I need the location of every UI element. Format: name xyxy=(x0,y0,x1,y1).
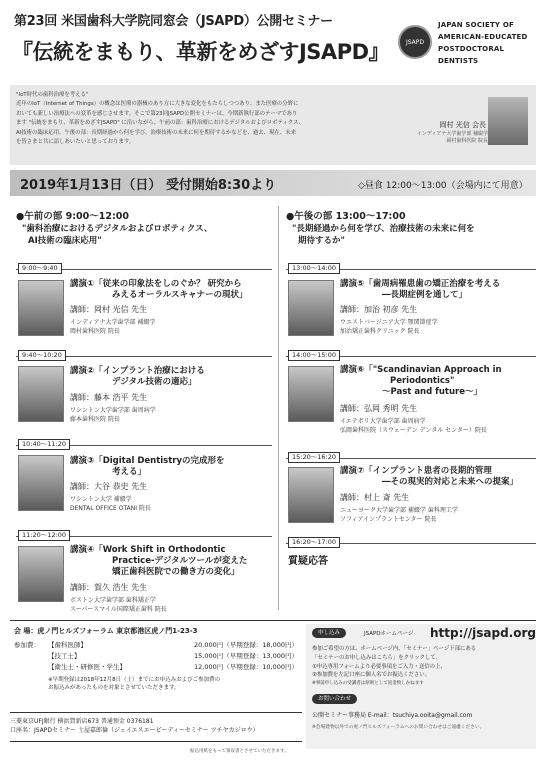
lecture-speaker: 講師：加治 初彦 先生 xyxy=(340,305,418,314)
speaker-photo xyxy=(18,366,64,422)
early-registration-note: ※早期登録は2018年12月8日（土）までにお申込みおよびご参加費の お振込みがあったものを対象とさせていただきます。 xyxy=(48,677,221,691)
speaker-photo xyxy=(288,280,334,336)
speaker-affiliation: ニューヨーク大学歯学部 補綴学 歯科理工学 ソフィアインプラントセンター 院長 xyxy=(340,507,458,523)
speaker-affiliation: ワシントン大学 補綴学 DENTAL OFFICE OTANI 院長 xyxy=(70,496,151,512)
lecture-title: 講演⑦「インプラント患者の長期的管理 ―その現実的対応と未来への提案」 xyxy=(340,466,519,487)
time-badge: 15:20～16:20 xyxy=(288,452,340,463)
speaker-photo xyxy=(288,467,334,523)
lecture-title: 講演⑤「歯周病罹患歯の矯正治療を考える ―長期症例を通して」 xyxy=(340,279,501,300)
afternoon-theme: "長期経過から何を学び、治療技術の未来に何を 期待するか" xyxy=(292,224,475,246)
speaker-photo xyxy=(18,280,64,336)
time-badge: 11:20～12:00 xyxy=(18,530,70,541)
apply-label: JSAPDホームページ xyxy=(364,631,414,637)
speaker-affiliation: インディアナ大学歯学部 補綴学 岡村歯科医院 院長 xyxy=(70,319,156,335)
apply-pill: 申し込み xyxy=(312,628,346,638)
lecture-title: 講演⑥「"Scandinavian Approach in Periodontics" ～Past and future～」 xyxy=(340,365,502,397)
lecture-speaker: 講師：賀久 浩生 先生 xyxy=(70,583,148,592)
qa-title: 質疑応答 xyxy=(288,556,328,567)
lecture-title: 講演③「Digital Dentistryの完成形を 考える」 xyxy=(70,456,225,477)
website-link[interactable]: http://jsapd.org xyxy=(430,626,537,640)
lecture-speaker: 講師：村上 斎 先生 xyxy=(340,493,410,502)
contact-note: ※会場建物以外での虎ノ門ヒルズフォーラムへのお問い合わせはご遠慮ください。 xyxy=(312,725,485,730)
time-badge: 16:20～17:00 xyxy=(288,537,340,548)
speaker-photo xyxy=(18,546,64,602)
lecture-title: 講演④「Work Shift in Orthodontic Practice-デジタルツールが変えた 矯正歯科医院での働き方の変化」 xyxy=(70,545,248,577)
event-date: 2019年1月13日（日） 受付開始8:30より xyxy=(20,178,277,193)
lunch-info: ◇昼食 12:00～13:00（会場内にて用意） xyxy=(358,181,528,191)
morning-theme: "歯科治療におけるデジタルおよびロボティクス、 AI技術の臨床応用" xyxy=(22,224,213,246)
lecture-title: 講演②「インプラント治療における デジタル技術の適応」 xyxy=(70,366,205,387)
lecture-speaker: 講師：弘岡 秀明 先生 xyxy=(340,404,418,413)
lecture-title: 講演①「従来の印象法をしのぐか？ 研究から みえるオーラルスキャナーの現状」 xyxy=(70,279,248,300)
lecture-speaker: 講師：岡村 光信 先生 xyxy=(70,305,148,314)
apply-instructions: 参加ご希望の方は、ホームページ内、「セミナー」ページ下部にある 「セミナーのお申し込みはこちら」をクリックして、 ①申込専用フォームより必要事項をご入力・送信の上、 ②参加費を左記口座に個人名でお振込ください。 ※事前申し込みの受講者は原則として返金致しかねます xyxy=(312,646,477,687)
contact-pill: お問い合わせ xyxy=(312,694,357,704)
bank-note: 振込用紙をもって領収書とさせていただきます。 xyxy=(190,749,289,754)
fee-table: 【歯科医師】 20,000円（早期登録：18,000円） 【技工士】 15,000円（早期登録：13,000円） 【衛生士・研修医・学生】 12,000円（早期登録：10,000円） xyxy=(48,641,298,671)
speaker-affiliation: ワシントン大学歯学部 歯周病学 藤本歯科医院 院長 xyxy=(70,407,156,423)
speaker-affiliation: ボストン大学歯学部 歯科矯正学 スーパースマイル国際矯正歯科 院長 xyxy=(70,597,167,613)
time-badge: 13:00～14:00 xyxy=(288,263,340,274)
venue: 会 場：虎ノ門ヒルズフォーラム 東京都港区虎ノ門1-23-3 xyxy=(14,627,198,635)
seminar-title: 『伝統をまもり、革新をめざすJSAPD』 xyxy=(12,40,390,64)
speaker-photo xyxy=(288,366,334,422)
time-badge: 10:40～11:20 xyxy=(18,439,70,450)
time-badge: 9:40～10:20 xyxy=(18,350,66,361)
morning-title: ●午前の部 9:00～12:00 xyxy=(16,211,129,222)
time-badge: 14:00～15:00 xyxy=(288,350,340,361)
jsapd-logo: JSAPD xyxy=(398,25,432,59)
afternoon-title: ●午後の部 13:00～17:00 xyxy=(286,211,406,222)
bank-info: 三菱東京UFJ銀行 横浜賀新店673 普通預金 0376181 口座名：JSAPDセミナー 土屋嘉郎倫（ジェイエスエーピーディーセミナー ツチヤカジロウ） xyxy=(10,712,302,742)
time-badge: 9:00～9:40 xyxy=(18,263,62,274)
speaker-affiliation: イエテボリ大学歯学部 歯周病学 弘岡歯科医院（スウェーデン デンタル センター）院長 xyxy=(340,418,487,434)
lecture-speaker: 講師：藤本 浩平 先生 xyxy=(70,393,148,402)
footer-divider xyxy=(10,620,536,621)
chair-name: 岡村 光信 会長 xyxy=(439,121,486,129)
speaker-photo xyxy=(18,455,64,511)
speaker-affiliation: ウエストバージニア大学 顎関節症学 加治矯正歯科クリニック 院長 xyxy=(340,319,438,335)
column-divider xyxy=(278,206,279,610)
intro-text: "IoT時代の歯科治療を考える" 近年のIoT（Internet of Things）の概念は医療の器械のあり方に大きな変化をもたらしつつあり、また医療の分野に おいても新しい治療法への変革を感じさせます。そこで第23回JSAPD公開セミナーは、今期新執行部のテーマであり ます "伝統をまもり、革新をめざすJSAPD" に沿いながら、午前の部：歯科治療におけるデジタルおよびロボティクス、 AI技術の臨床応用、午後の部：長期経過から何を学び、治療技術の未来に何を期待するかなどを、過去、現在、未来 を皆さまと共に語しあいたいと思っております。 xyxy=(16,92,305,146)
seminar-subtitle: 第23回 米国歯科大学院同窓会（JSAPD）公開セミナー xyxy=(14,14,333,29)
org-name: JAPAN SOCIETY OF AMERICAN-EDUCATED POSTDOCTORAL DENTISTS xyxy=(438,21,528,65)
chair-photo xyxy=(488,97,528,145)
lecture-speaker: 講師：大谷 恭史 先生 xyxy=(70,482,148,491)
contact-info: 公開セミナー事務局 E-mail：tsuchiya.ooita@gmail.com xyxy=(312,712,473,719)
fee-label: 参加費： xyxy=(14,641,40,649)
chair-affiliation: インディアナ大学歯学部 補綴学 岡村歯科医院 院長 xyxy=(416,131,488,144)
